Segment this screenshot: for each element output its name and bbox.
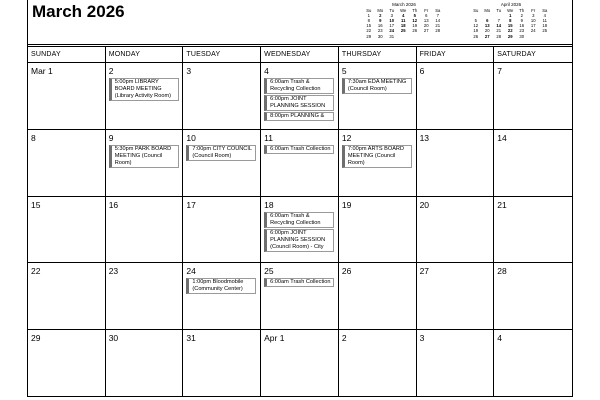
day-cell[interactable] — [494, 197, 572, 264]
day-cell[interactable] — [183, 263, 261, 330]
day-number: 6 — [419, 66, 425, 76]
mini-day[interactable]: 13 — [423, 18, 429, 24]
mini-day[interactable]: 20 — [484, 28, 490, 34]
mini-day[interactable]: 14 — [496, 23, 502, 29]
calendar-event[interactable]: 7:00pm ARTS BOARD MEETING (Council Room) — [342, 145, 412, 168]
day-number: 23 — [108, 266, 119, 277]
day-number: 27 — [419, 266, 430, 277]
mini-day[interactable]: 13 — [484, 23, 490, 29]
mini-day[interactable]: 9 — [379, 18, 382, 24]
mini-day[interactable]: 1 — [509, 13, 512, 19]
mini-day[interactable]: 12 — [473, 23, 479, 29]
day-cell[interactable] — [106, 263, 184, 330]
mini-day[interactable]: 5 — [413, 13, 416, 19]
mini-day[interactable]: 24 — [389, 28, 395, 34]
mini-day[interactable]: 2 — [379, 13, 382, 19]
day-cell[interactable] — [106, 63, 184, 130]
mini-day[interactable]: 8 — [509, 18, 512, 24]
day-number: 28 — [497, 266, 507, 277]
mini-day[interactable]: 17 — [530, 23, 536, 29]
day-cell[interactable] — [494, 130, 572, 197]
day-cell[interactable] — [494, 263, 572, 330]
day-number: 16 — [108, 199, 119, 210]
day-number: 4 — [497, 333, 503, 344]
day-cell[interactable] — [339, 197, 417, 264]
mini-day[interactable]: 22 — [366, 28, 372, 34]
day-number: 14 — [497, 132, 507, 143]
mini-day[interactable]: 19 — [473, 28, 479, 34]
mini-day[interactable]: 26 — [412, 28, 418, 34]
calendar-event[interactable]: 6:00pm JOINT PLANNING SESSION — [264, 95, 334, 111]
mini-weekday-label: Fr — [531, 8, 536, 14]
mini-weekday-label: Th — [519, 8, 525, 14]
calendar-event[interactable]: 5:30pm PARK BOARD MEETING (Council Room) — [109, 145, 179, 168]
day-number: 7 — [497, 66, 503, 76]
mini-day[interactable]: 27 — [484, 33, 490, 39]
mini-weekday-label: Tu — [496, 8, 502, 14]
day-number: Mar 1 — [31, 66, 53, 76]
mini-day[interactable]: 21 — [496, 28, 502, 34]
mini-day[interactable]: 23 — [519, 28, 525, 34]
day-cell[interactable] — [339, 63, 417, 130]
mini-day[interactable]: 20 — [423, 23, 429, 29]
mini-day[interactable]: 31 — [389, 33, 395, 39]
day-number: 31 — [186, 333, 196, 344]
mini-day[interactable] — [432, 34, 444, 39]
mini-day[interactable]: 25 — [400, 28, 406, 34]
calendar-page — [27, 0, 573, 397]
day-number: 12 — [341, 132, 352, 143]
day-cell[interactable] — [261, 330, 339, 397]
day-number: 24 — [186, 266, 196, 277]
mini-day[interactable]: 9 — [520, 18, 523, 24]
mini-weekday-label: Mo — [484, 8, 491, 14]
mini-day[interactable]: 28 — [496, 33, 502, 39]
calendar-event[interactable]: 5:00pm LIBRARY BOARD MEETING (Library Activity Room) — [109, 78, 179, 101]
mini-day[interactable]: 4 — [543, 13, 546, 19]
weekday-label: WEDNESDAY — [261, 47, 339, 62]
day-number: 15 — [31, 199, 41, 210]
day-number: 22 — [31, 266, 41, 277]
day-cell[interactable] — [417, 197, 495, 264]
mini-day[interactable]: 29 — [366, 33, 372, 39]
day-number: 29 — [31, 333, 41, 344]
mini-calendar-march — [363, 2, 445, 39]
day-cell[interactable] — [106, 330, 184, 397]
day-cell[interactable] — [339, 330, 417, 397]
mini-weekday-label: We — [400, 8, 407, 14]
day-number: 11 — [264, 132, 273, 143]
mini-day[interactable]: 6 — [486, 18, 489, 24]
mini-day[interactable]: 29 — [507, 33, 513, 39]
day-cell[interactable] — [417, 130, 495, 197]
mini-day[interactable]: 16 — [519, 23, 525, 29]
day-cell[interactable] — [494, 63, 572, 130]
day-number: 18 — [264, 199, 274, 210]
mini-day[interactable]: 17 — [389, 23, 395, 29]
day-cell[interactable] — [183, 330, 261, 397]
mini-day[interactable] — [398, 34, 410, 39]
mini-day[interactable]: 7 — [436, 13, 439, 19]
mini-day[interactable]: 18 — [400, 23, 406, 29]
calendar-event[interactable]: 6:00am Trash & Recycling Collection — [264, 212, 334, 228]
weekday-label: SATURDAY — [497, 51, 536, 58]
day-cell[interactable] — [417, 263, 495, 330]
mini-day[interactable]: 8 — [367, 18, 370, 24]
mini-calendar-april — [470, 2, 552, 39]
calendar-event[interactable]: 6:00am Trash & Recycling Collection — [264, 78, 334, 94]
mini-weekday-label: Su — [473, 8, 479, 14]
mini-day[interactable]: 2 — [520, 13, 523, 19]
day-cell[interactable] — [339, 130, 417, 197]
day-number: 30 — [108, 333, 119, 344]
calendar-event[interactable]: 6:00pm JOINT PLANNING SESSION (Council Room) - City — [264, 229, 334, 252]
mini-day[interactable]: 6 — [425, 13, 428, 19]
mini-weekday-label: Sa — [435, 8, 441, 14]
mini-day[interactable]: 18 — [542, 23, 548, 29]
mini-weekday-label: We — [507, 8, 514, 14]
mini-calendar-table — [470, 8, 551, 39]
calendar-event[interactable]: 7:00pm CITY COUNCIL (Council Room) — [186, 145, 256, 161]
mini-day[interactable]: 7 — [497, 18, 500, 24]
mini-day[interactable] — [539, 34, 551, 39]
day-cell[interactable] — [339, 263, 417, 330]
weekday-label: THURSDAY — [339, 47, 417, 62]
calendar-event[interactable]: 6:00am Trash Collection — [264, 278, 334, 287]
day-number: 5 — [341, 66, 347, 76]
day-cell[interactable] — [106, 197, 184, 264]
month-grid — [28, 63, 572, 397]
mini-day[interactable]: 30 — [519, 33, 525, 39]
weekday-header — [28, 47, 572, 63]
day-cell[interactable] — [494, 330, 572, 397]
mini-day[interactable]: 16 — [377, 23, 383, 29]
mini-weekday-label: Fr — [424, 8, 429, 14]
day-number: 2 — [108, 66, 114, 76]
mini-day[interactable]: 14 — [435, 18, 441, 24]
mini-calendar-title: March 2026 — [392, 2, 416, 7]
day-cell[interactable] — [417, 63, 495, 130]
mini-day[interactable]: 15 — [507, 23, 513, 29]
day-cell[interactable] — [261, 263, 339, 330]
mini-day[interactable]: 4 — [402, 13, 405, 19]
weekday-label: SUNDAY — [28, 47, 106, 62]
mini-day[interactable]: 23 — [377, 28, 383, 34]
calendar-event[interactable]: 6:00am Trash Collection — [264, 145, 334, 154]
day-number: 10 — [186, 132, 196, 143]
calendar-event[interactable]: 1:00pm Bloodmobile (Community Center) — [186, 278, 256, 294]
day-number: 2 — [341, 333, 347, 344]
day-number: 20 — [419, 199, 430, 210]
day-number: 9 — [108, 132, 114, 143]
mini-weekday-label: Su — [366, 8, 372, 14]
mini-day[interactable] — [528, 34, 540, 39]
day-number: 4 — [264, 66, 269, 76]
mini-day[interactable]: 25 — [542, 28, 548, 34]
day-number: 3 — [186, 66, 192, 76]
day-number: 19 — [341, 199, 352, 210]
day-cell[interactable] — [183, 197, 261, 264]
day-cell[interactable] — [28, 197, 106, 264]
mini-day[interactable]: 26 — [473, 33, 479, 39]
calendar-event[interactable]: 7:30am EDA MEETING (Council Room) — [342, 78, 412, 94]
day-number: 17 — [186, 199, 196, 210]
mini-day[interactable]: 1 — [367, 13, 370, 19]
calendar-event[interactable]: 8:00pm PLANNING & — [264, 112, 334, 121]
day-cell[interactable] — [28, 330, 106, 397]
weekday-label: FRIDAY — [417, 47, 495, 62]
day-cell[interactable] — [261, 130, 339, 197]
day-cell[interactable] — [106, 130, 184, 197]
mini-day[interactable]: 11 — [542, 18, 547, 24]
mini-day[interactable]: 5 — [474, 18, 477, 24]
mini-calendar-table — [363, 8, 444, 39]
day-number: 8 — [31, 132, 36, 143]
mini-day[interactable]: 22 — [507, 28, 513, 34]
day-number: 26 — [341, 266, 352, 277]
day-cell[interactable] — [261, 197, 339, 264]
day-number: 25 — [264, 266, 274, 277]
mini-day[interactable]: 21 — [435, 23, 441, 29]
day-cell[interactable] — [417, 330, 495, 397]
mini-day[interactable]: 27 — [423, 28, 429, 34]
mini-day[interactable]: 30 — [377, 33, 383, 39]
weekday-label: MONDAY — [106, 47, 184, 62]
day-cell[interactable] — [28, 130, 106, 197]
mini-weekday-label: Sa — [542, 8, 548, 14]
mini-calendar-title: April 2026 — [500, 2, 522, 7]
mini-day[interactable]: 12 — [412, 18, 418, 24]
mini-day[interactable]: 28 — [435, 28, 441, 34]
mini-day[interactable]: 10 — [389, 18, 395, 24]
mini-day[interactable]: 11 — [401, 18, 406, 24]
day-number: 13 — [419, 132, 430, 143]
mini-day[interactable]: 3 — [532, 13, 535, 19]
mini-day[interactable] — [409, 34, 421, 39]
day-cell[interactable] — [183, 63, 261, 130]
mini-day[interactable] — [421, 34, 433, 39]
day-cell[interactable] — [183, 130, 261, 197]
page-title: March 2026 — [32, 2, 125, 21]
mini-day[interactable]: 19 — [412, 23, 418, 29]
weekday-label: TUESDAY — [183, 47, 261, 62]
mini-day[interactable]: 15 — [366, 23, 372, 29]
day-number: 21 — [497, 199, 507, 210]
mini-weekday-label: Tu — [389, 8, 395, 14]
day-number: 3 — [419, 333, 425, 344]
mini-weekday-label: Mo — [377, 8, 384, 14]
mini-day[interactable]: 3 — [390, 13, 393, 19]
day-cell[interactable] — [28, 263, 106, 330]
day-number: Apr 1 — [264, 333, 285, 344]
mini-weekday-label: Th — [412, 8, 418, 14]
mini-day[interactable]: 24 — [530, 28, 536, 34]
mini-day[interactable]: 10 — [530, 18, 536, 24]
day-cell[interactable] — [261, 63, 339, 130]
day-cell[interactable] — [28, 63, 106, 130]
